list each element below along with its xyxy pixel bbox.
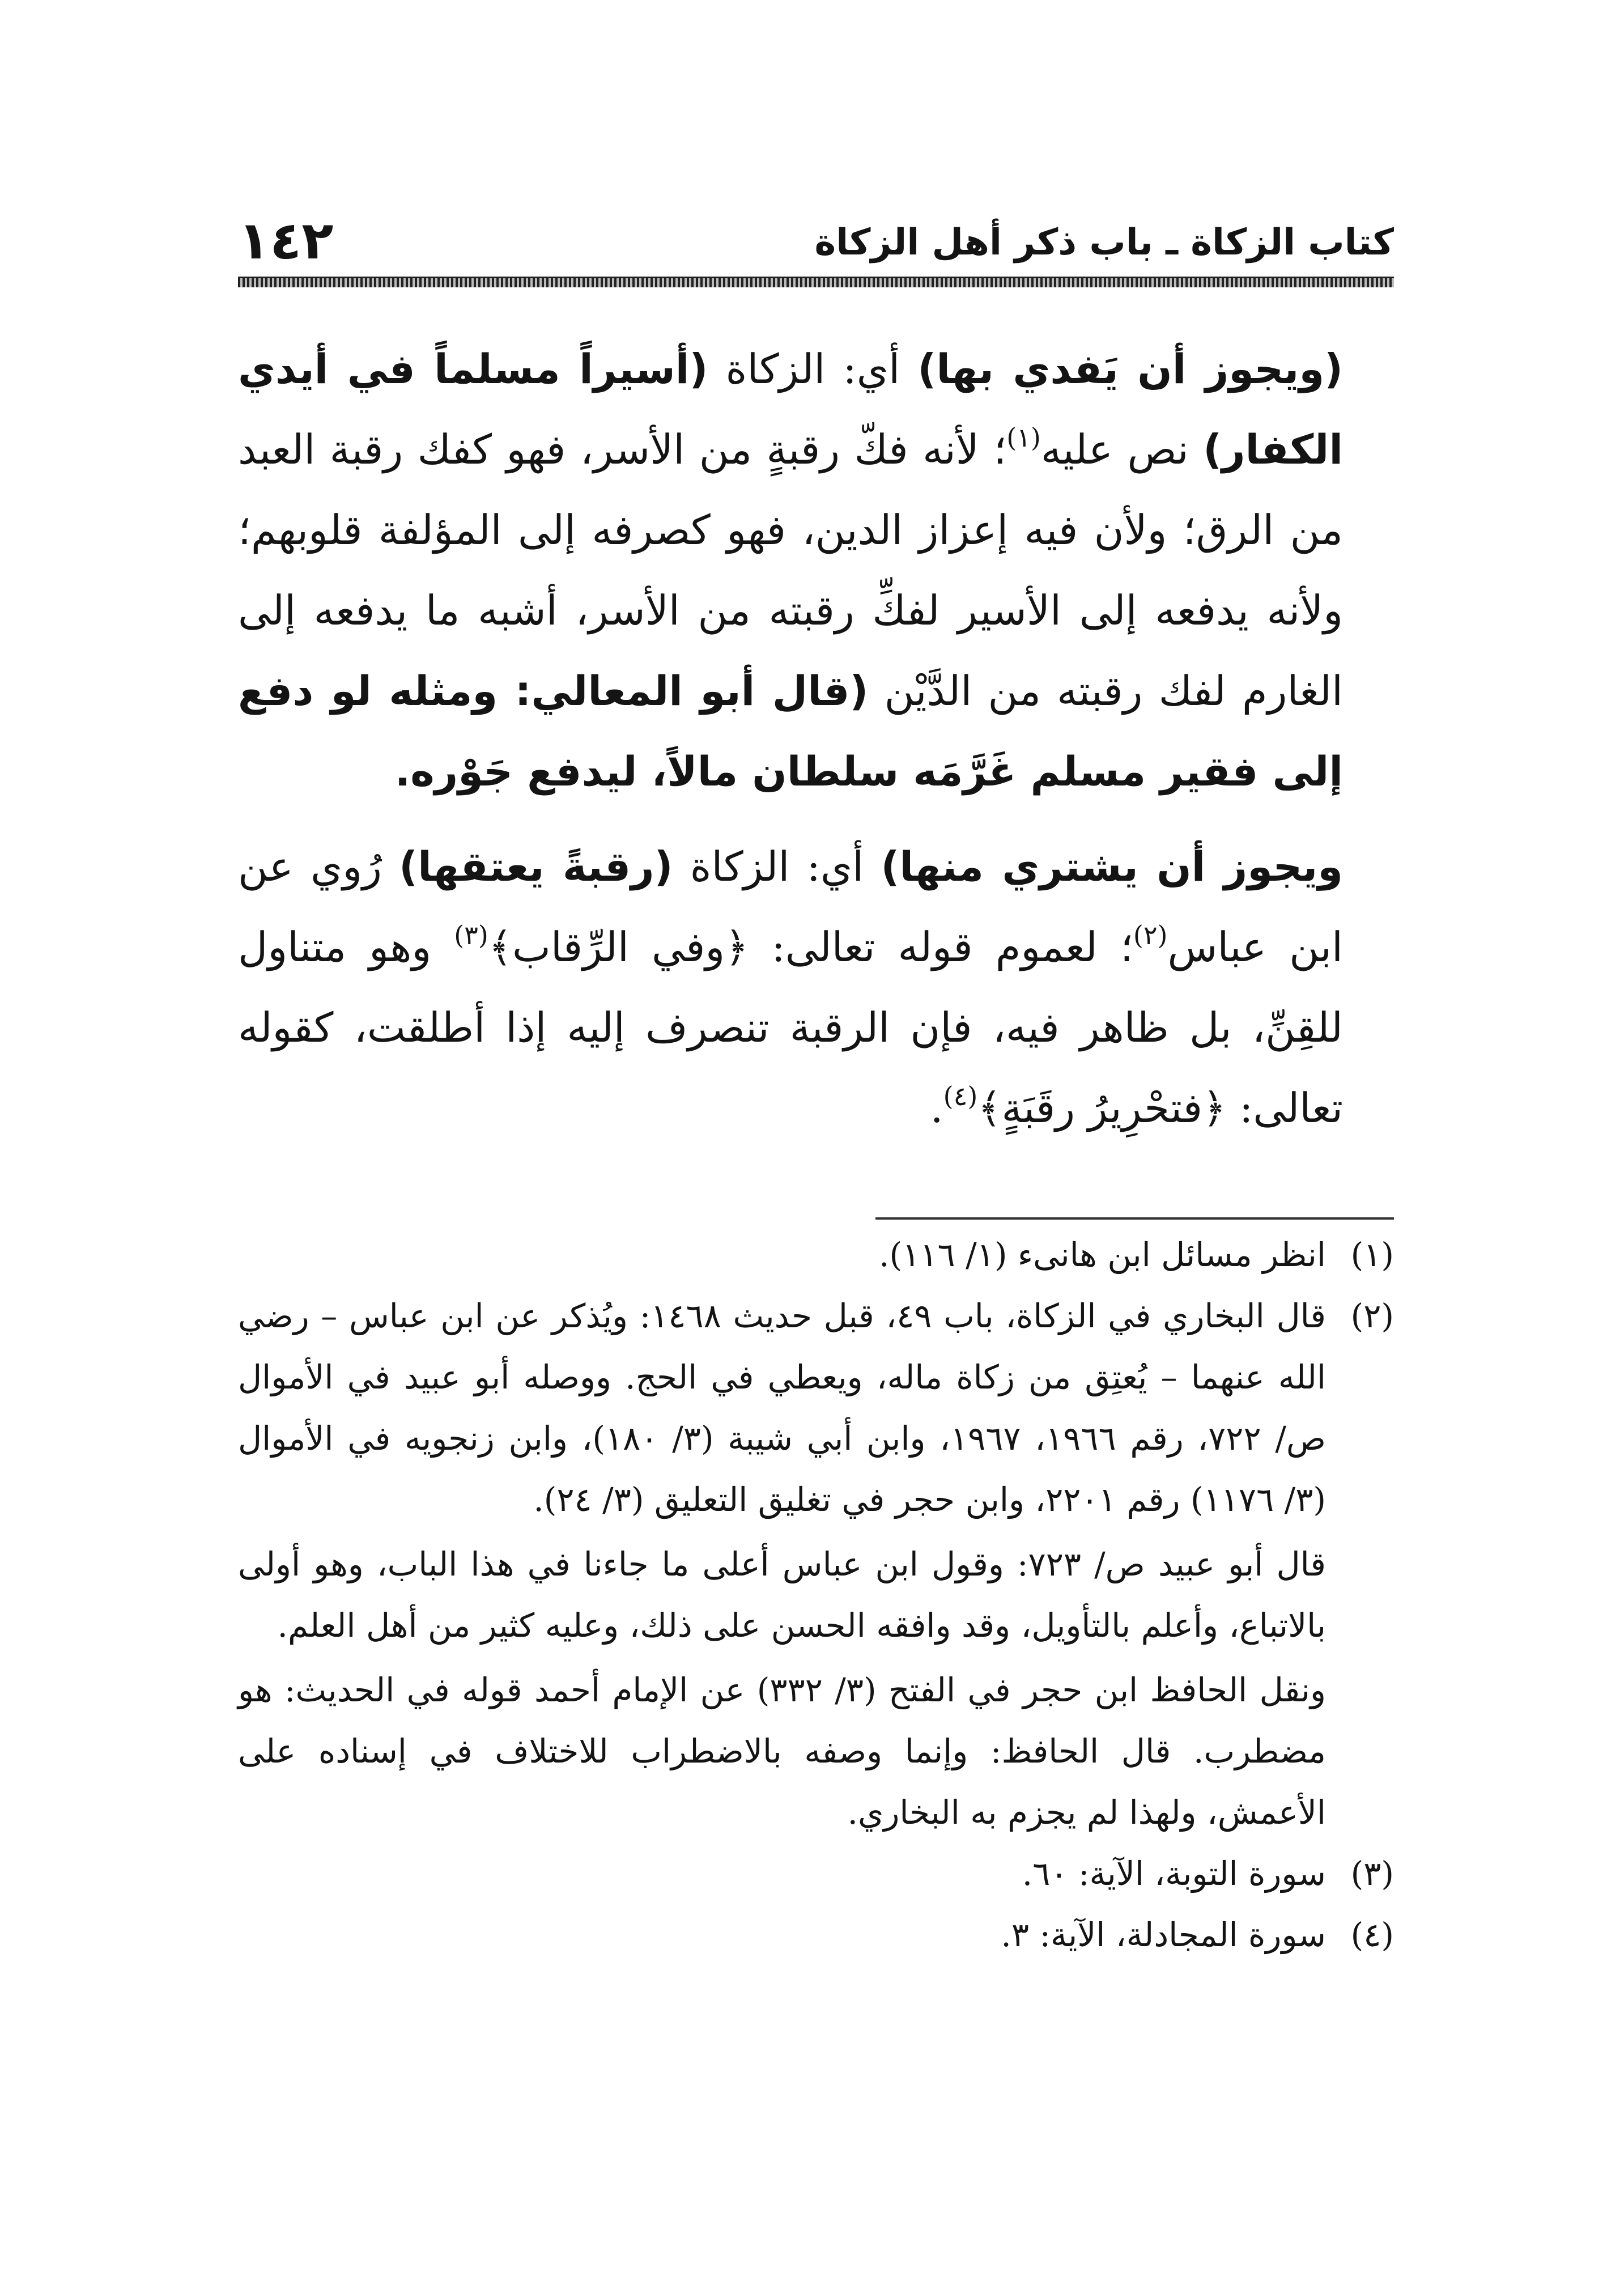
- footnote-text: سورة المجادلة، الآية: ٣.: [1001, 1916, 1326, 1954]
- paragraph-buy-slave: [238, 826, 1394, 1148]
- footnote-ref-1: (١): [1006, 422, 1041, 453]
- matn-text: (رقبةً يعتقها): [399, 843, 673, 890]
- footnote-4: [238, 1904, 1394, 1965]
- matn-text: (قال أبو المعالي: ومثله لو دفع إلى فقير مسلم غَرَّمَه سلطان مالاً، ليدفع جَوْره.: [238, 667, 1343, 795]
- footnote-ref-2: (٢): [1133, 920, 1168, 950]
- footnote-number: (١): [1350, 1235, 1394, 1274]
- footnotes: [238, 1224, 1394, 1965]
- page-number: ١٤٢: [238, 210, 334, 271]
- header-rule: [238, 277, 1394, 287]
- sharh-text: ؛ لأنه فكّ رقبةٍ من الأسر، فهو كفك رقبة العبد من الرق؛ ولأن فيه إعزاز الدين، فهو كصرفه إلى المؤلفة قلوبهم؛ ولأنه يدفعه إلى الأسير لفكِّ رقبته من الأسر، أشبه ما يدفعه إلى الغارم لفك رقبته من الدَّيْن: [238, 426, 1343, 715]
- running-title: كتاب الزكاة ـ باب ذكر أهل الزكاة: [814, 222, 1394, 264]
- sharh-text: نص عليه: [1040, 426, 1204, 473]
- footnote-number: (٤): [1350, 1916, 1394, 1954]
- footnote-separator: [875, 1217, 1394, 1220]
- sharh-text: ؛ لعموم قوله تعالى: ﴿وفي الرِّقاب﴾: [488, 923, 1133, 971]
- paragraph-ransom-captive: [238, 329, 1394, 812]
- footnote-ref-3: (٣): [454, 920, 488, 950]
- footnote-number: (٢): [1350, 1297, 1394, 1335]
- sharh-text: .: [930, 1084, 943, 1132]
- footnote-2: [238, 1285, 1394, 1843]
- footnote-number: (٣): [1350, 1854, 1394, 1893]
- sharh-text: وهو متناول للقِنِّ، بل ظاهر فيه، فإن الرقبة تنصرف إليه إذا أطلقت، كقوله تعالى: ﴿فتحْرِيرُ رقَبَةٍ﴾: [238, 923, 1343, 1132]
- matn-text: ويجوز أن يشتري منها): [881, 843, 1344, 890]
- sharh-text: أي: الزكاة: [708, 345, 918, 393]
- footnote-3: [238, 1843, 1394, 1904]
- footnote-text: قال البخاري في الزكاة، باب ٤٩، قبل حديث ١٤٦٨: ويُذكر عن ابن عباس – رضي الله عنهما – يُعتِق من زكاة ماله، ويعطي في الحج. ووصله أبو عبيد في الأموال ص/ ٧٢٢، رقم ١٩٦٦، ١٩٦٧، وابن أبي شيبة (٣/ ١٨٠)، وابن زنجويه في الأموال (٣/ ١١٧٦) رقم ٢٢٠١، وابن حجر في تغليق التعليق (٣/ ٢٤).: [238, 1297, 1327, 1519]
- sharh-text: رُوي عن ابن عباس: [238, 843, 1343, 971]
- footnote-1: [238, 1224, 1394, 1285]
- footnote-text: انظر مسائل ابن هانىء (١/ ١١٦).: [879, 1235, 1326, 1274]
- matn-text: (ويجوز أن يَفدي بها): [917, 345, 1343, 393]
- sharh-text: أي: الزكاة: [673, 843, 881, 890]
- page-header: [238, 204, 1394, 278]
- footnote-text: سورة التوبة، الآية: ٦٠.: [1022, 1854, 1326, 1893]
- footnote-text: ونقل الحافظ ابن حجر في الفتح (٣/ ٣٣٢) عن الإمام أحمد قوله في الحديث: هو مضطرب. قال الحافظ: وإنما وصفه بالاضطراب للاختلاف في إسناده على الأعمش، ولهذا لم يجزم به البخاري.: [238, 1671, 1326, 1832]
- matn-text: (أسيراً مسلماً في أيدي الكفار): [238, 345, 1343, 473]
- footnote-text: قال أبو عبيد ص/ ٧٢٣: وقول ابن عباس أعلى ما جاءنا في هذا الباب، وهو أولى بالاتباع، وأعلم بالتأويل، وقد وافقه الحسن على ذلك، وعليه كثير من أهل العلم.: [238, 1545, 1326, 1645]
- footnote-ref-4: (٤): [943, 1081, 978, 1111]
- main-text: [238, 329, 1394, 1148]
